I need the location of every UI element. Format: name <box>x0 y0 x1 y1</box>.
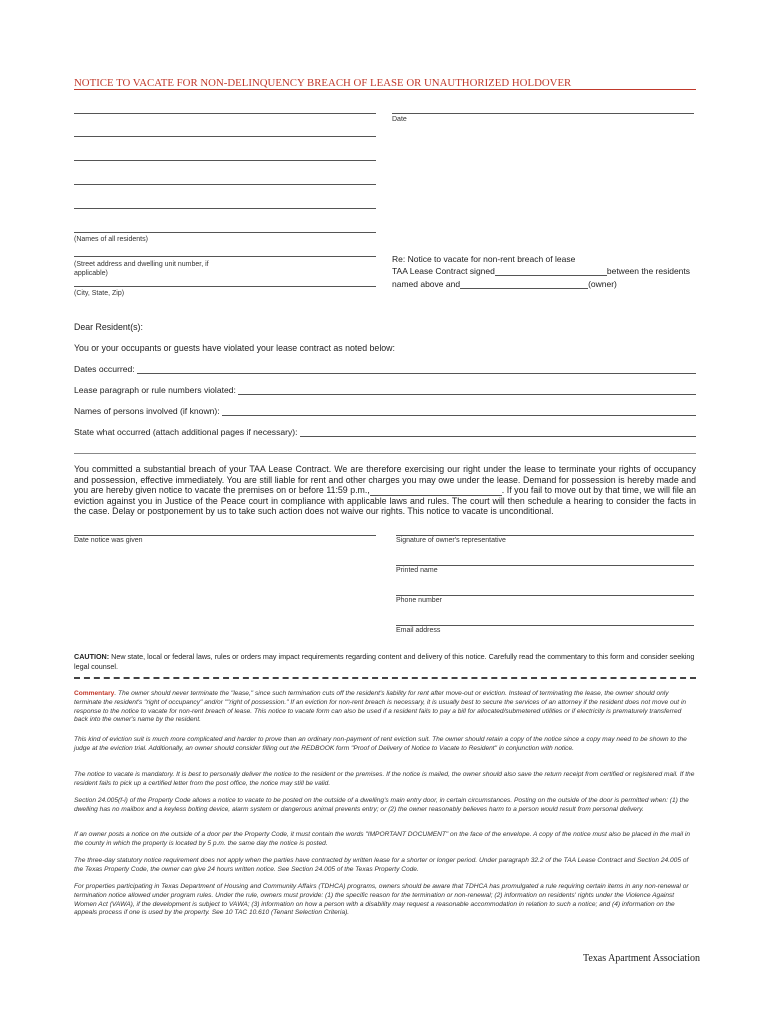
persons-involved-label: Names of persons involved (if known): <box>74 406 220 416</box>
re-line-3 <box>392 279 617 289</box>
email-address-line[interactable] <box>396 625 694 626</box>
commentary-p3: The notice to vacate is mandatory. It is best to personally deliver the notice to the resident or the premises. If the notice is mailed, the owner should also save the return receipt from certified or registered mail. If the resident fails to pick up a certified letter from the post office, the notice may still be valid. <box>74 771 695 787</box>
commentary-p5: If an owner posts a notice on the outside of a door per the Property Code, it must contain the words "IMPORTANT DOCUMENT" on the face of the envelope. A copy of the notice must also be placed in the mail in the county in which the property is located by 5 p.m. the same day the notice is posted. <box>74 831 691 847</box>
lease-signed-label: TAA Lease Contract signed <box>392 266 495 276</box>
names-of-residents-label: (Names of all residents) <box>74 236 148 243</box>
signature-label: Signature of owner's representative <box>396 537 506 544</box>
what-occurred-extra-line[interactable] <box>74 453 696 454</box>
what-occurred-label: State what occurred (attach additional pages if necessary): <box>74 427 298 437</box>
dates-occurred-label: Dates occurred: <box>74 364 135 374</box>
footer-association: Texas Apartment Association <box>582 953 700 964</box>
lease-signed-date-blank[interactable] <box>495 266 607 276</box>
persons-involved-blank[interactable] <box>222 407 696 416</box>
lease-paragraph-blank[interactable] <box>238 386 696 395</box>
form-title: NOTICE TO VACATE FOR NON-DELINQUENCY BREACH OF LEASE OR UNAUTHORIZED HOLDOVER <box>74 77 696 90</box>
violation-intro: You or your occupants or guests have violated your lease contract as noted below: <box>74 343 395 353</box>
signature-line[interactable] <box>396 535 694 536</box>
date-line[interactable] <box>392 113 694 114</box>
street-address-label: (Street address and dwelling unit number, if applicable) <box>74 261 209 277</box>
re-line-2 <box>392 266 690 276</box>
resident-name-line-5[interactable] <box>74 208 376 209</box>
city-state-zip-line[interactable] <box>74 286 376 287</box>
email-address-label: Email address <box>396 627 441 634</box>
persons-involved-field[interactable] <box>74 404 696 416</box>
what-occurred-field[interactable] <box>74 425 696 437</box>
commentary-label: Commentary <box>74 690 115 697</box>
commentary-p1 <box>74 690 696 725</box>
resident-name-line-6[interactable] <box>74 232 376 233</box>
resident-name-line-1[interactable] <box>74 113 376 114</box>
commentary-p7: For properties participating in Texas Department of Housing and Community Affairs (TDHCA) programs, owners should be aware that TDHCA has promulgated a rule requiring certain items in any non-renewal or termination notice allowed under program rules. Under the rule, owners must provide: (1) the specific reason for the termination or non-renewal; (2) information on residents' rights under the Violence Against Women Act (VAWA), if the development is subject to VAWA; (3) information on how a person with a disability may request a reasonable accommodation in relation to such a notice; and (4) information on the appeals process if one is used by the property. See 10 TAC 10.610 (Tenant Selection Criteria). <box>74 883 689 917</box>
caution-notice <box>74 652 696 671</box>
breach-paragraph <box>74 464 696 517</box>
phone-number-label: Phone number <box>396 597 442 604</box>
commentary-p4: Section 24.005(f-i) of the Property Code allows a notice to vacate to be posted on the outside of a dwelling's main entry door, in certain circumstances. Posting on the outside of the door is permitted when: (1) the dwelling has no mailbox and a keyless bolting device, alarm system or dangerous animal prevents entry; or (2) the owner reasonably believes harm to a person would result from personal delivery. <box>74 797 689 813</box>
date-given-line[interactable] <box>74 535 376 536</box>
owner-label: (owner) <box>588 279 617 289</box>
vacate-date-blank[interactable] <box>370 486 502 496</box>
re-line-1: Re: Notice to vacate for non-rent breach of lease <box>392 254 576 264</box>
lease-paragraph-field[interactable] <box>74 383 696 395</box>
dashed-divider <box>74 677 696 679</box>
resident-name-line-3[interactable] <box>74 160 376 161</box>
commentary-p6: The three-day statutory notice requirement does not apply when the parties have contracted by written lease for a shorter or longer period. Under paragraph 32.2 of the TAA Lease Contract and Section 24.005 of the Texas Property Code, the owner can give 24 hours written notice. See Section 24.005 of the Texas Property Code. <box>74 857 689 873</box>
named-above-label: named above and <box>392 279 461 289</box>
resident-name-line-4[interactable] <box>74 184 376 185</box>
dates-occurred-field[interactable] <box>74 362 696 374</box>
resident-name-line-2[interactable] <box>74 136 376 137</box>
owner-name-blank[interactable] <box>460 279 588 289</box>
caution-text: New state, local or federal laws, rules or orders may impact requirements regarding content and delivery of this notice. Carefully read the commentary to this form and consider seeking legal counsel. <box>74 652 695 671</box>
salutation: Dear Resident(s): <box>74 322 143 332</box>
printed-name-line[interactable] <box>396 565 694 566</box>
commentary-p1-text: . The owner should never terminate the "lease," since such termination cuts off the resident's liability for rent after move-out or eviction. Instead of terminating the lease, the owner should only terminate the resident's "right of occupancy" and/or ""right of possession." If an eviction for non-rent breach is necessary, it is usually best to secure the services of an attorney if the resident does not move out in response to the notice to vacate for non-rent breach of lease. This notice to vacate form can also be used if a resident fails to pay a bill for allocated/submetered utilities or if electricity is prematurely transferred back into the owner's name by the resident. <box>74 690 687 724</box>
date-given-label: Date notice was given <box>74 537 143 544</box>
date-label: Date <box>392 116 407 123</box>
street-address-line[interactable] <box>74 256 376 257</box>
dates-occurred-blank[interactable] <box>137 365 696 374</box>
breach-paragraph-part-1: You committed a substantial breach of your TAA Lease Contract. We are therefore exercising our right under the lease to terminate your rights of occupancy and possession, effective immediately. You are still liable for rent and other charges you may owe under the lease. Demand for possession is hereby made and you are hereby given notice to vacate the premises on or before 11:59 p.m., <box>74 464 696 496</box>
between-residents-label: between the residents <box>606 266 691 276</box>
caution-label: CAUTION: <box>74 652 110 661</box>
phone-number-line[interactable] <box>396 595 694 596</box>
lease-paragraph-label: Lease paragraph or rule numbers violated: <box>74 385 236 395</box>
commentary-p2: This kind of eviction suit is much more complicated and harder to prove than an ordinary non-payment of rent eviction suit. The owner should retain a copy of the notice since a copy may need to be shown to the judge at the eviction trial. Additionally, an owner should consider filling out the REDBOOK form "Proof of Delivery of Notice to Vacate to Resident" in conjunction with notice. <box>74 736 687 752</box>
what-occurred-blank[interactable] <box>300 428 696 437</box>
city-state-zip-label: (City, State, Zip) <box>74 290 125 297</box>
breach-paragraph-part-2: . If you fail to move out by that time, we will file an eviction against you in Justice of the Peace court in compliance with applicable laws and rules. The court will then schedule a hearing to consider the facts in the case. Delay or postponement by us to take such action does not waive our rights. This notice to vacate is unconditional. <box>74 485 696 517</box>
printed-name-label: Printed name <box>396 567 438 574</box>
